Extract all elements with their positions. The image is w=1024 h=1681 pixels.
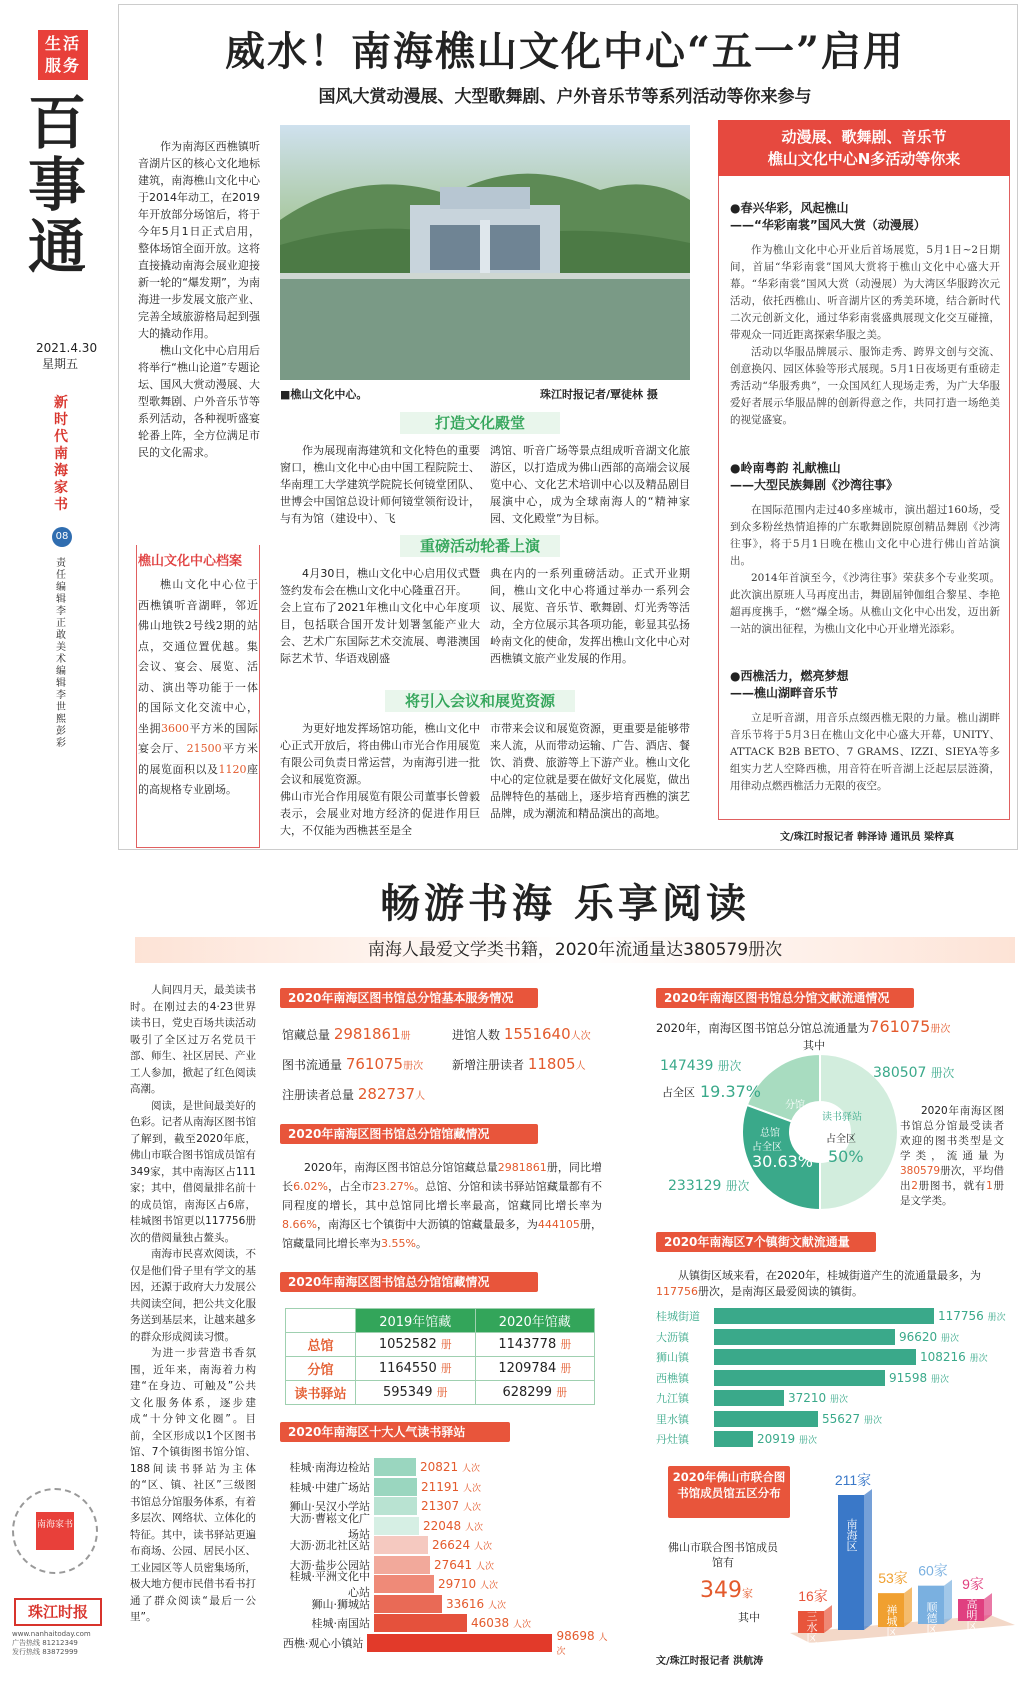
- event2-p2: 2014年首演至今，《沙湾往事》荣获多个专业奖项。此次演出原班人马再度出击，舞剧届钟伽组合黎星、李艳超再度携手，“燃”爆全场。从樵山文化中心出发，迈出新一站的演出征程，为樵山文化中心开业增光添彩。: [730, 572, 1000, 635]
- town-bar: [714, 1308, 934, 1324]
- station-name: 桂城·南海边检站: [289, 1461, 370, 1474]
- events-box-header: [718, 120, 1010, 176]
- station-bar: [374, 1497, 417, 1515]
- station-row: [282, 1595, 612, 1613]
- event1-p2: 活动以华服品牌展示、服饰走秀、跨界文创与交流、创意换闪、园区体验等形式展现。5月1日夜场更有重磅走秀活动“华服秀典”，一众国风红人现场走秀，为广大华服爱好者展示华服品牌的创新得意之作，共同打造一场绝美的视觉盛宴。: [730, 346, 1000, 426]
- station-bar: [374, 1614, 467, 1632]
- station-value: 26624 人次: [432, 1538, 493, 1552]
- circulation-intro: [656, 1017, 950, 1036]
- masthead-info: [12, 1630, 102, 1657]
- station-value: 27641 人次: [434, 1557, 495, 1572]
- station-bar: [367, 1634, 552, 1652]
- col-text-c: ，占全市: [328, 1180, 373, 1193]
- town-row: [656, 1390, 1006, 1406]
- weekday-text: 星期五: [42, 357, 79, 371]
- col-text-d: 。总馆、分馆和读书驿站馆藏量都有不同程度的增长，其中总馆同比增长率最高，馆藏同比增长率为: [282, 1180, 603, 1212]
- station-bar: [374, 1536, 428, 1554]
- seg-station-share: 占全区: [826, 1134, 856, 1145]
- station-value: 29710 人次: [438, 1577, 499, 1591]
- town-name: 狮山镇: [656, 1351, 689, 1364]
- members-total-value: 349: [700, 1578, 742, 1603]
- holdings-corner: [286, 1309, 356, 1333]
- towns-intro-a: 从镇街区域来看，在2020年，桂城街道产生的流通量最多，为: [678, 1269, 981, 1282]
- cell-unit: 册: [440, 1338, 452, 1351]
- members-3d-chart: [790, 1455, 1015, 1645]
- town-name: 九江镇: [656, 1392, 689, 1405]
- holdings-tab: 2020年南海区图书馆总分馆馆藏情况: [280, 1272, 538, 1292]
- event1-p1: 作为樵山文化中心开业后首场展览，5月1日~2日期间，首届“华彩南裳”国风大赏将于樵山文化中心盛大开幕。“华彩南裳”国风大赏（动漫展）为大湾区华服跨次元活动，依托西樵山、听音湖片区的秀美环境，结合新时代二次元创新文化，通过华彩南裳盛典展现文化交互碰撞，带观众一同近距离探索华服之美。: [730, 244, 1000, 341]
- town-row: [656, 1431, 1006, 1447]
- members-label: 佛山市联合图书馆成员馆有: [668, 1541, 778, 1569]
- circ-total: 761075: [869, 1017, 931, 1036]
- cell-2020: [475, 1333, 595, 1357]
- masthead-phone1: 广告热线 81212349: [12, 1639, 78, 1647]
- masthead-logo: 珠江时报: [14, 1598, 102, 1626]
- dossier-seats: 1120: [218, 762, 247, 776]
- basic-service-tab: 2020年南海区图书馆总分馆基本服务情况: [280, 988, 538, 1008]
- section-logo: [38, 30, 88, 80]
- stat-label: 图书流通量: [282, 1058, 343, 1072]
- col-text-e: ，南海区七个镇街中大沥镇的馆藏量最多，为: [316, 1218, 538, 1231]
- towns-intro: [656, 1268, 1006, 1300]
- town-row: [656, 1308, 1006, 1324]
- district-name: 禅城区: [885, 1604, 897, 1638]
- col-text-b: 册，同比增长: [282, 1161, 603, 1193]
- cell-2019: [356, 1381, 476, 1405]
- seg-station-name: 读书驿站: [822, 1112, 862, 1123]
- circ-unit: 册次: [930, 1024, 951, 1035]
- logo-line1: 生活: [44, 34, 81, 53]
- stat-label: 新增注册读者: [452, 1058, 525, 1072]
- section2-right: 典在内的一系列重磅活动。正式开业期间，樵山文化中心将通过举办一系列会议、展览、音乐节、歌舞剧、灯光秀等活动，全方位展示其各项功能，彰显其弘扬岭南文化的使命，发挥出樵山文化中心对西樵镇文旅产业发展的作用。: [490, 567, 690, 665]
- cell-value: 1164550: [378, 1361, 437, 1376]
- town-value: 108216 册次: [920, 1350, 988, 1364]
- stat-unit: 人: [415, 1091, 426, 1102]
- col-v2: 6.02%: [293, 1180, 329, 1193]
- station-bar: [374, 1556, 430, 1574]
- story2-p2: 阅读，是世间最美好的色彩。记者从南海区图书馆了解到，截至2020年底，佛山市联合图书馆成员馆有349家，其中南海区占111家；其中，借阅量排名前十的成员馆，南海区占6席，桂城图书馆更以117756册次的借阅量独占鳌头。: [130, 1099, 256, 1244]
- stat-unit: 册: [400, 1031, 411, 1042]
- town-row: [656, 1411, 1006, 1427]
- stat-value: 1551640: [503, 1025, 571, 1043]
- station-row: [282, 1570, 612, 1599]
- event1-title: ●春兴华彩，风起樵山: [730, 201, 849, 215]
- section-title: 百事通: [28, 89, 87, 281]
- masthead-phone2: 发行热线 83872999: [12, 1648, 78, 1656]
- station-bar: [374, 1575, 434, 1593]
- stat-label: 馆藏总量: [282, 1028, 331, 1042]
- story2-body: [130, 982, 256, 1626]
- seg-branch-share-label: 占全区: [662, 1086, 695, 1099]
- event3-subtitle: ——樵山湖畔音乐节: [730, 686, 839, 700]
- cell-unit: 册: [556, 1386, 568, 1399]
- masthead-url: www.nanhaitoday.com: [12, 1630, 91, 1638]
- town-value: 96620 册次: [899, 1329, 960, 1344]
- stat-value: 761075: [345, 1055, 404, 1073]
- station-row: [282, 1478, 612, 1496]
- town-bar: [714, 1329, 895, 1345]
- district-value: 9家: [962, 1576, 984, 1592]
- row-name: 分馆: [286, 1357, 356, 1381]
- cell-unit: 册: [560, 1338, 572, 1351]
- town-value: 55627 册次: [822, 1411, 883, 1426]
- seg-value: 233129: [668, 1178, 722, 1194]
- cell-value: 595349: [382, 1385, 433, 1400]
- seg-main-pct: 30.63%: [752, 1152, 814, 1171]
- col-v1: 2981861: [497, 1161, 547, 1174]
- town-row: [656, 1329, 1006, 1345]
- story2-credit: 文/珠江时报记者 洪航涛: [656, 1656, 764, 1667]
- station-bar: [374, 1517, 419, 1535]
- town-row: [656, 1349, 1006, 1365]
- station-value: 21307 人次: [421, 1499, 482, 1513]
- story2-p1: 人间四月天，最美读书时。在刚过去的4·23世界读书日，党史百场共读活动吸引了全区过万名党员干部、师生、社区居民、产业工人参加，掀起了红色阅读高潮。: [130, 984, 256, 1095]
- dossier-text: [138, 575, 258, 801]
- seg-main-name: 总馆: [760, 1128, 780, 1139]
- seg-unit: 册次: [725, 1179, 750, 1193]
- holdings-col-2019: 2019年馆藏: [356, 1309, 476, 1333]
- dossier-m2: 平方米的展览面积以及: [138, 742, 259, 776]
- story1-intro: [138, 138, 260, 461]
- event2-title: ●岭南粤韵 礼献樵山: [730, 461, 841, 475]
- event2-subtitle: ——大型民族舞剧《沙湾往事》: [730, 478, 899, 492]
- note-a: 2020年南海区图书馆总分馆最受读者欢迎的图书类型是文学类，流通量为: [900, 1105, 1004, 1162]
- station-name: 狮山·狮城站: [311, 1597, 370, 1611]
- col-v4: 8.66%: [282, 1218, 317, 1231]
- story1-title: 威水！南海樵山文化中心“五一”启用: [224, 28, 905, 75]
- cell-value: 1052582: [378, 1337, 437, 1352]
- cell-2020: [475, 1357, 595, 1381]
- towns-bar-chart: [656, 1308, 1006, 1458]
- events-head-line1: 动漫展、歌舞剧、音乐节: [781, 128, 947, 146]
- issue-date: [36, 340, 97, 372]
- seg-station-pct: 50%: [828, 1147, 864, 1166]
- town-name: 丹灶镇: [656, 1433, 689, 1446]
- cell-unit: 册: [436, 1386, 448, 1399]
- literature-note: [900, 1104, 1004, 1209]
- section1-left: 作为展现南海建筑和文化特色的重要窗口，樵山文化中心由中国工程院院士、华南理工大学建筑学院院长何镜堂团队、世博会中国馆总设计师何镜堂领衔设计，与有为馆（建设中）、飞: [280, 444, 480, 525]
- cell-unit: 册: [560, 1362, 572, 1375]
- seg-branch-value: [660, 1058, 741, 1074]
- editors: 责任编辑 李正敢 美术编辑 李世熙 彭彩: [56, 558, 66, 749]
- district-bar-side: [944, 1580, 952, 1624]
- story2-title: 畅游书海 乐享阅读: [380, 880, 750, 927]
- col-v3: 23.27%: [372, 1180, 415, 1193]
- holdings-header-row: [286, 1309, 595, 1333]
- holdings-col-2020: 2020年馆藏: [475, 1309, 595, 1333]
- event3: [730, 668, 1000, 795]
- holdings-table: [285, 1308, 595, 1405]
- event3-p1: 立足听音湖，用音乐点缀西樵无限的力量。樵山湖畔音乐节将于5月3日在樵山文化中心盛大开幕，UNITY、ATTACK B2B BETO、7 GRAMS、IZZI、SIEYA等多组实力艺人空降西樵，用音符在听音湖上泛起层层涟漪，用律动点燃西樵活力无限的夜空。: [730, 712, 1000, 792]
- station-row: [282, 1458, 612, 1476]
- date-text: 2021.4.30: [36, 341, 98, 355]
- towns-tab: 2020年南海区7个镇街文献流通量: [656, 1232, 876, 1252]
- town-bar: [714, 1431, 753, 1447]
- stat-label: 进馆人数: [452, 1028, 501, 1042]
- dossier-pre: 樵山文化中心位于西樵镇听音湖畔，邻近佛山地铁2号线2期的站点，交通位置优越。集会议、宴会、展览、活动、演出等功能于一体的国际文化交流中心，坐拥: [138, 578, 258, 735]
- district-name: 三水区: [805, 1610, 817, 1644]
- story2-subtitle: 南海人最爱文学类书籍，2020年流通量达380579册次: [135, 937, 1015, 963]
- seg-station-value: [873, 1065, 954, 1081]
- stat-label: 注册读者总量: [282, 1088, 355, 1102]
- district-bar-side: [904, 1587, 912, 1627]
- stat-value: 11805: [527, 1055, 576, 1073]
- station-name: 桂城·平洲文化中心站: [289, 1570, 370, 1599]
- town-value: 117756 册次: [938, 1309, 1006, 1323]
- town-name: 西樵镇: [656, 1371, 689, 1385]
- members-total: [700, 1578, 753, 1603]
- town-name: 里水镇: [656, 1412, 689, 1426]
- row-name: 读书驿站: [286, 1381, 356, 1405]
- event1: [730, 200, 1000, 429]
- dossier-title: 樵山文化中心档案: [138, 554, 243, 569]
- seg-unit: 册次: [930, 1066, 955, 1080]
- story2-p3: 南海市民喜欢阅读，不仅是他们骨子里有学文的基因，还源于政府大力发展公共阅读空间，把公共文化服务送到基层来，让越来越多的群众形成阅读习惯。: [130, 1248, 256, 1343]
- events-head-line2: 樵山文化中心N多活动等你来: [767, 150, 961, 168]
- top10-bar-chart: [282, 1458, 612, 1658]
- table-row: [286, 1381, 595, 1405]
- station-value: 98698 人次: [556, 1628, 608, 1657]
- towns-intro-v: 117756: [656, 1285, 698, 1298]
- dossier-m1: 平方米的国际宴会厅、: [138, 721, 258, 755]
- section3-right: 市带来会议和展览资源，更重要是能够带来人流，从而带动运输、广告、酒店、餐饮、消费、旅游等上下游产业。樵山文化中心的定位就是要在做好文化展览，做出品牌特色的基础上，逐步培育西樵的演艺品牌，成为潮流和精品演出的高地。: [490, 722, 690, 820]
- event3-title: ●西樵活力，燃亮梦想: [730, 669, 849, 683]
- col-text-g: 。: [415, 1237, 427, 1250]
- town-value: 37210 册次: [788, 1391, 849, 1405]
- town-bar: [714, 1390, 784, 1406]
- cell-2019: [356, 1357, 476, 1381]
- station-row: [282, 1536, 612, 1554]
- page-number: 08: [52, 527, 72, 547]
- district-bar-front: [838, 1495, 864, 1630]
- intro-p1: 作为南海区西樵镇听音湖片区的核心文化地标建筑，南海樵山文化中心于2014年动工，在2019年开放部分场馆后，将于今年5月1日正式启用，整体场馆全面开放。这将直接撬动南海会展业迎接新一轮的“爆发期”，为南海进一步发展文旅产业、完善全域旅游格局起到强大的撬动作用。: [138, 140, 260, 340]
- stat-visitors: [452, 1025, 591, 1043]
- row-name: 总馆: [286, 1333, 356, 1357]
- members-total-unit: 家: [742, 1587, 753, 1600]
- seg-branch-pct: 19.37%: [700, 1082, 762, 1101]
- stat-value: 2981861: [333, 1025, 401, 1043]
- note-v3: 1: [986, 1180, 993, 1192]
- col-v5: 444105: [537, 1218, 580, 1231]
- circ-intro-text: 2020年，南海区图书馆总分馆总流通量为: [656, 1021, 870, 1035]
- station-value: 21191 人次: [421, 1479, 482, 1494]
- station-row: [282, 1628, 612, 1657]
- note-d: 册是文学类。: [900, 1180, 1005, 1207]
- district-bar: [835, 1472, 872, 1630]
- seg-value: 147439: [660, 1058, 714, 1074]
- station-bar: [374, 1478, 417, 1496]
- event2-p1: 在国际范围内走过40多座城市，演出超过160场，受到众多粉丝热情追捧的广东歌舞剧院原创精品舞剧《沙湾往事》，将于5月1日晚在樵山文化中心进行佛山首站演出。: [730, 504, 1000, 567]
- station-name: 大沥·曹崧文化广场站: [289, 1511, 370, 1541]
- district-value: 211家: [834, 1472, 872, 1488]
- series-name: 新时代南海家书: [54, 395, 68, 513]
- section2-left: 4月30日，樵山文化中心启用仪式暨签约发布会在樵山文化中心隆重召开。 会上宣布了2021年樵山文化中心年度项目，包括联合国开发计划署氢能产业大会、艺术广东国际艺术交流展、粤港澳国际艺术节、华语戏剧盛: [280, 567, 480, 665]
- station-value: 33616 人次: [446, 1596, 507, 1611]
- building-illustration: [280, 125, 690, 380]
- circ-of-which: 其中: [803, 1039, 825, 1052]
- stat-unit: 人次: [570, 1031, 591, 1042]
- logo-line2: 服务: [44, 56, 81, 75]
- station-row: [282, 1511, 612, 1541]
- seg-main-share: 占全区: [752, 1142, 782, 1153]
- station-bar: [374, 1595, 442, 1613]
- cell-2019: [356, 1333, 476, 1357]
- seg-unit: 册次: [717, 1059, 742, 1073]
- town-name: 桂城街道: [656, 1310, 700, 1323]
- station-value: 22048 人次: [423, 1518, 484, 1533]
- dossier-exhibit-area: 21500: [186, 742, 222, 755]
- stat-value: 282737: [357, 1085, 416, 1103]
- dossier-banquet-area: 3600: [161, 721, 189, 735]
- collection-tab: 2020年南海区图书馆总分馆馆藏情况: [280, 1124, 538, 1144]
- cell-value: 1209784: [498, 1361, 557, 1376]
- cell-2020: [475, 1381, 595, 1405]
- town-name: 大沥镇: [656, 1330, 689, 1344]
- top10-tab: 2020年南海区十大人气读书驿站: [280, 1422, 510, 1442]
- cultural-center-photo: [280, 125, 690, 380]
- seg-value: 380507: [873, 1065, 927, 1081]
- section1-heading: 打造文化殿堂: [400, 412, 560, 434]
- station-value: 46038 人次: [471, 1616, 532, 1630]
- event2: [730, 460, 1000, 638]
- district-name: 顺德区: [925, 1601, 937, 1635]
- dossier-m3: 座的高规格专业剧场。: [138, 762, 258, 796]
- district-value: 16家: [798, 1588, 828, 1604]
- district-bar-side: [864, 1489, 872, 1630]
- station-name: 大沥·盐步公园站: [289, 1558, 370, 1572]
- section3-left: 为更好地发挥场馆功能，樵山文化中心正式开放后，将由佛山市光合作用展览有限公司负责日常运营，为南海引进一批会议和展览资源。 佛山市光合作用展览有限公司董事长曾毅表示，会展业对地方经济的促进作用巨大，不仅能为西樵甚至是全: [280, 722, 480, 837]
- town-bar: [714, 1349, 916, 1365]
- town-row: [656, 1370, 1006, 1386]
- story1-credit: 文/珠江时报记者 韩泽诗 通讯员 梁梓真: [780, 832, 955, 843]
- cell-value: 1143778: [498, 1337, 557, 1352]
- station-name: 桂城·中建广场站: [289, 1480, 370, 1494]
- district-value: 53家: [878, 1570, 908, 1587]
- station-name: 桂城·南国站: [311, 1617, 370, 1630]
- town-value: 20919 册次: [757, 1432, 818, 1446]
- towns-intro-b: 册次，是南海区最爱阅读的镇街。: [698, 1285, 863, 1298]
- note-v2: 2: [911, 1180, 918, 1192]
- district-name: 南海区: [845, 1518, 857, 1552]
- stat-circulation: [282, 1055, 423, 1073]
- members-box-title: 2020年佛山市联合图书馆成员馆五区分布: [668, 1466, 790, 1518]
- col-text-f: 册，馆藏量同比增长率为: [282, 1218, 603, 1250]
- table-row: [286, 1333, 595, 1357]
- stat-new-readers: [452, 1055, 586, 1073]
- seg-main-value: [668, 1178, 749, 1194]
- members-of-which: 其中: [738, 1611, 760, 1624]
- station-name: 西樵·观心小镇站: [282, 1636, 364, 1650]
- station-value: 20821 人次: [420, 1460, 481, 1474]
- note-v1: 380579: [900, 1165, 941, 1177]
- section2-heading: 重磅活动轮番上演: [400, 535, 560, 557]
- stat-unit: 人: [575, 1061, 586, 1072]
- note-c: 册图书，就有: [917, 1180, 987, 1192]
- cell-value: 628299: [502, 1385, 553, 1400]
- event1-subtitle: ——“华彩南裳”国风大赏（动漫展）: [730, 218, 926, 232]
- stat-collection: [282, 1025, 411, 1043]
- seg-branch-name: 分馆: [785, 1100, 805, 1111]
- station-name: 狮山·吴汉小学站: [289, 1500, 370, 1513]
- station-name: 大沥·沥北社区站: [289, 1539, 370, 1552]
- photo-caption: ■樵山文化中心。: [280, 388, 368, 401]
- story2-p4: 为进一步营造书香氛围，近年来，南海着力构建“在身边、可触及”公共文化服务体系，逐步建成“十分钟文化圈”。目前，全区形成以1个区图书馆、7个镇街图书馆分馆、188间读书驿站为主体的“区、镇、社区”三级图书馆总分馆服务体系，有着多层次、网络状、立体化的特征。其中，读书驿站更遍布商场、公园、居民小区、工业园区等人员密集场所，极大地方便市民借书看书打通了群众阅读“最后一公里”。: [130, 1347, 256, 1623]
- note-b: 册次，平均借出: [900, 1165, 1004, 1192]
- col-text-a: 2020年，南海区图书馆总分馆馆藏总量: [304, 1161, 498, 1174]
- district-value: 60家: [918, 1562, 948, 1579]
- district-name: 高明区: [965, 1598, 977, 1632]
- town-value: 91598 册次: [889, 1370, 950, 1385]
- cell-unit: 册: [440, 1362, 452, 1375]
- circulation-tab: 2020年南海区图书馆总分馆文献流通情况: [656, 988, 914, 1008]
- col-v6: 3.55%: [381, 1237, 416, 1250]
- section3-heading: 将引入会议和展览资源: [385, 690, 575, 712]
- stat-total-readers: [282, 1085, 425, 1103]
- intro-p2: 樵山文化中心启用后将举行“樵山论道”专题论坛、国风大赏动漫展、大型歌舞剧、户外音乐节等系列活动，各种视听盛宴轮番上阵，全方位满足市民的文化需求。: [138, 344, 260, 459]
- photo-credit: 珠江时报记者/覃徒林 摄: [540, 388, 658, 401]
- station-bar: [374, 1458, 416, 1476]
- town-bar: [714, 1411, 818, 1427]
- town-bar: [714, 1370, 885, 1386]
- story1-subtitle: 国风大赏动漫展、大型歌舞剧、户外音乐节等系列活动等你来参与: [318, 87, 812, 107]
- section1-right: 鸿馆、听音广场等景点组成听音湖文化旅游区，以打造成为佛山西部的高端会议展览中心、文化艺术培训中心以及精品剧目展演中心，成为全球南海人的“精神家园、文化殿堂”为目标。: [490, 444, 690, 525]
- stat-unit: 册次: [403, 1061, 424, 1072]
- table-row: [286, 1357, 595, 1381]
- collection-text: [282, 1158, 602, 1253]
- qr-label: 南海家书: [36, 1512, 74, 1550]
